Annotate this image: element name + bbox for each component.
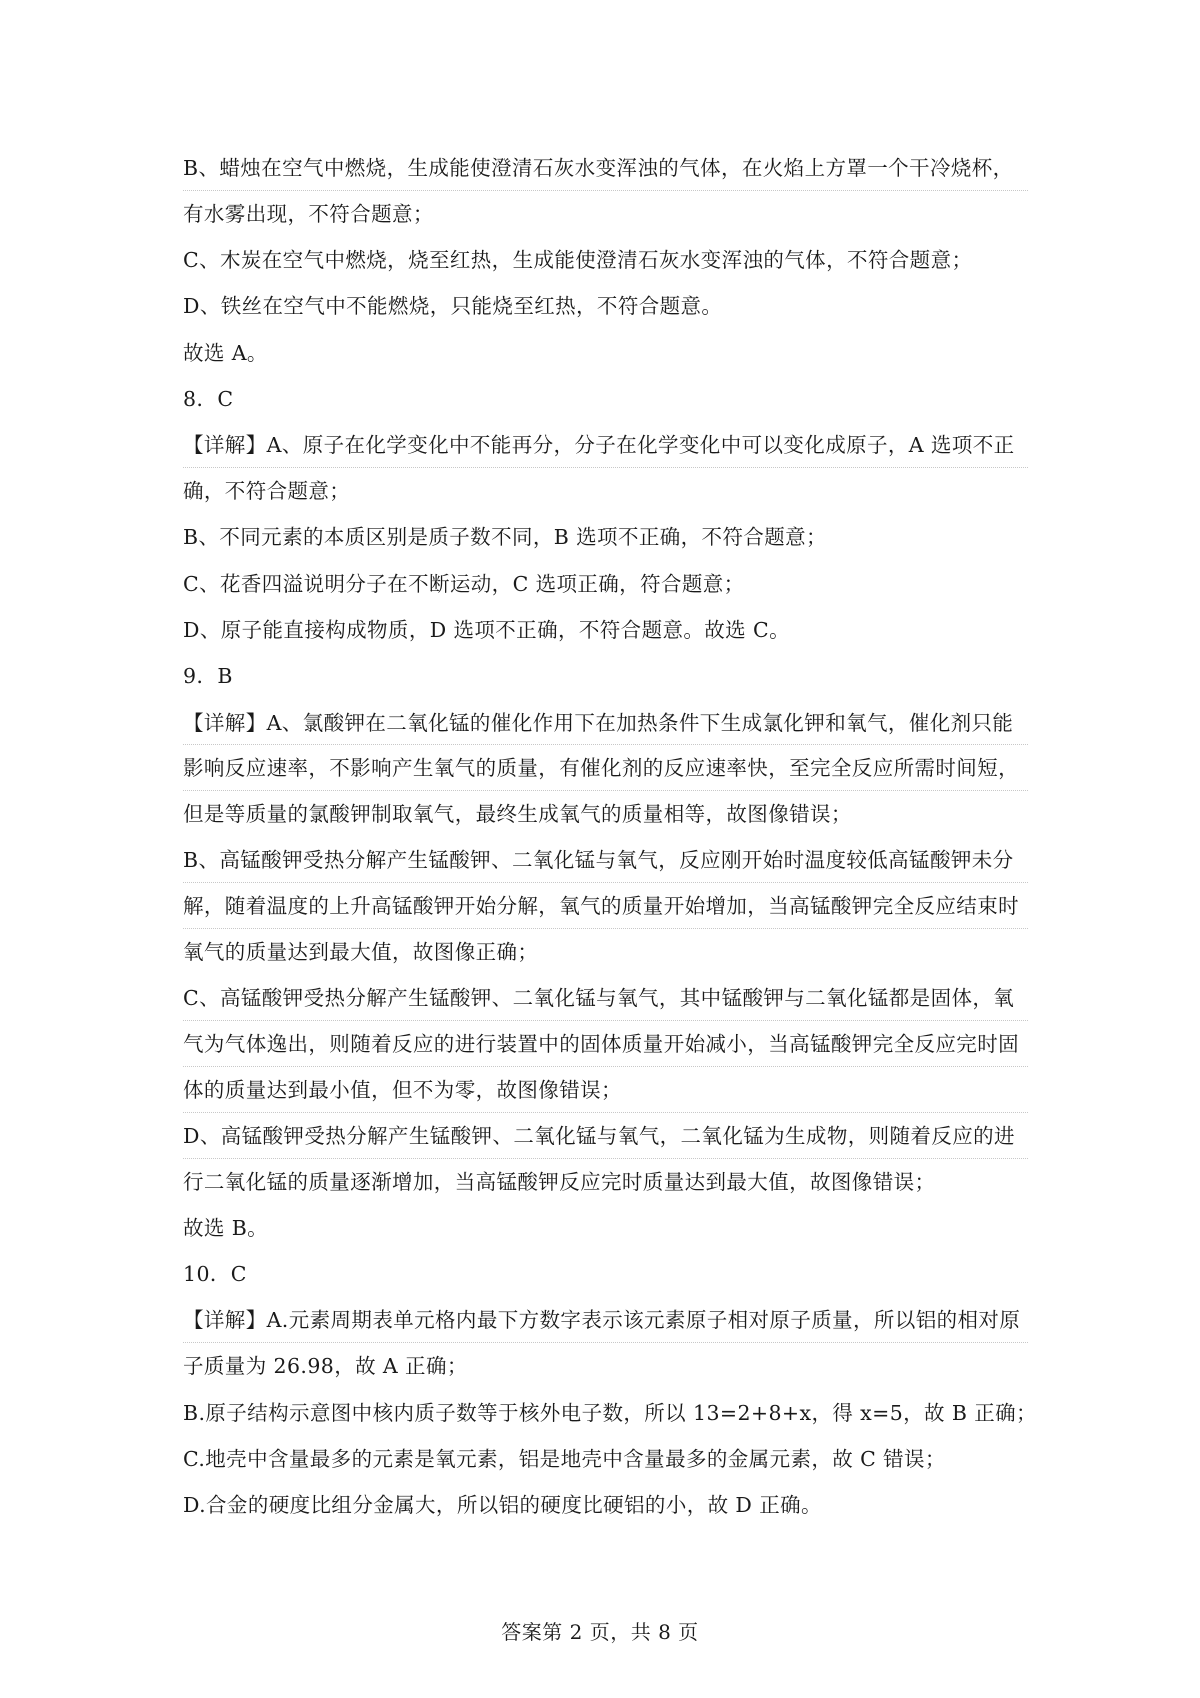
text-line: D、高锰酸钾受热分解产生锰酸钾、二氧化锰与氧气，二氧化锰为生成物，则随着反应的进: [183, 1113, 1028, 1159]
text-line: 有水雾出现，不符合题意；: [183, 201, 434, 226]
text-line: 行二氧化锰的质量逐渐增加，当高锰酸钾反应完时质量达到最大值，故图像错误；: [183, 1169, 936, 1194]
text-line: 子质量为 26.98，故 A 正确；: [183, 1354, 468, 1379]
text-line: B.原子结构示意图中核内质子数等于核外电子数，所以 13=2+8+x，得 x=5，故 B 正确；: [183, 1400, 1037, 1425]
answer-text-body: [183, 145, 1037, 1528]
text-line: 故选 A。: [183, 340, 268, 365]
text-line: 体的质量达到最小值，但不为零，故图像错误；: [183, 1067, 1028, 1113]
text-line: B、蜡烛在空气中燃烧，生成能使澄清石灰水变浑浊的气体，在火焰上方罩一个干冷烧杯，: [183, 145, 1028, 191]
text-line: 确，不符合题意；: [183, 479, 351, 504]
text-line: 8．C: [183, 386, 234, 411]
text-line: D、原子能直接构成物质，D 选项不正确，不符合题意。故选 C。: [183, 617, 790, 642]
page-footer: 答案第 2 页，共 8 页: [501, 1620, 699, 1644]
text-line: 解，随着温度的上升高锰酸钾开始分解，氧气的质量开始增加，当高锰酸钾完全反应结束时: [183, 883, 1028, 929]
text-line: C、木炭在空气中燃烧，烧至红热，生成能使澄清石灰水变浑浊的气体，不符合题意；: [183, 248, 973, 273]
text-line: 【详解】A、原子在化学变化中不能再分，分子在化学变化中可以变化成原子，A 选项不正: [183, 422, 1028, 468]
text-line: 9．B: [183, 664, 233, 689]
text-line: D、铁丝在空气中不能燃烧，只能烧至红热，不符合题意。: [183, 294, 723, 319]
text-line: 10．C: [183, 1262, 247, 1287]
text-line: B、高锰酸钾受热分解产生锰酸钾、二氧化锰与氧气，反应刚开始时温度较低高锰酸钾未分: [183, 837, 1028, 883]
text-line: 影响反应速率，不影响产生氧气的质量，有催化剂的反应速率快，至完全反应所需时间短，: [183, 745, 1028, 791]
text-line: C.地壳中含量最多的元素是氧元素，铝是地壳中含量最多的金属元素，故 C 错误；: [183, 1446, 946, 1471]
text-line: C、高锰酸钾受热分解产生锰酸钾、二氧化锰与氧气，其中锰酸钾与二氧化锰都是固体，氧: [183, 975, 1028, 1021]
text-line: 【详解】A、氯酸钾在二氧化锰的催化作用下在加热条件下生成氯化钾和氧气，催化剂只能: [183, 700, 1028, 746]
text-line: 故选 B。: [183, 1215, 269, 1240]
text-line: 氧气的质量达到最大值，故图像正确；: [183, 940, 539, 965]
text-line: 气为气体逸出，则随着反应的进行装置中的固体质量开始减小，当高锰酸钾完全反应完时固: [183, 1021, 1028, 1067]
text-line: D.合金的硬度比组分金属大，所以铝的硬度比硬铝的小，故 D 正确。: [183, 1493, 822, 1518]
text-line: 但是等质量的氯酸钾制取氧气，最终生成氧气的质量相等，故图像错误；: [183, 802, 852, 827]
text-line: C、花香四溢说明分子在不断运动，C 选项正确，符合题意；: [183, 571, 745, 596]
text-line: 【详解】A.元素周期表单元格内最下方数字表示该元素原子相对原子质量，所以铝的相对原: [183, 1297, 1028, 1343]
text-line: B、不同元素的本质区别是质子数不同，B 选项不正确，不符合题意；: [183, 525, 827, 550]
